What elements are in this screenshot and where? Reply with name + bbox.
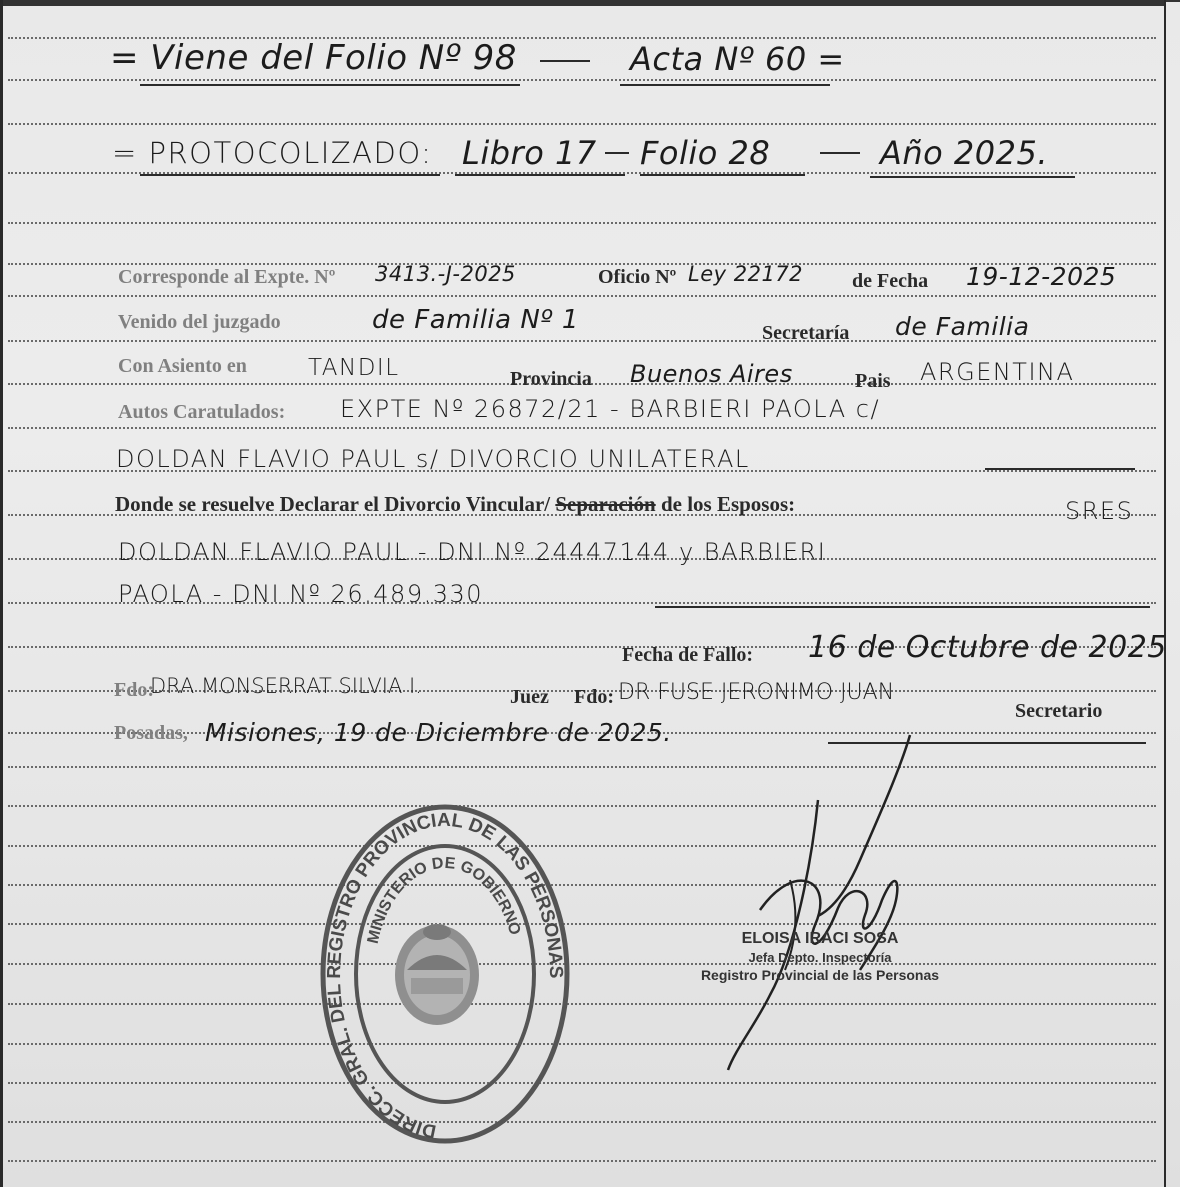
ruled-line: [8, 1003, 1156, 1005]
juez-value: DRA MONSERRAT SILVIA I.: [150, 674, 422, 698]
autos-value-line-1: EXPTE Nº 26872/21 - BARBIERI PAOLA c/: [340, 395, 881, 423]
underline-protocolizado: [140, 174, 440, 176]
fecha-fallo-value: 16 de Octubre de 2025: [808, 630, 1167, 665]
asiento-value: TANDIL: [308, 355, 400, 381]
juzgado-value: de Familia Nº 1: [372, 305, 579, 335]
secretaria-value: de Familia: [895, 312, 1030, 341]
oficio-label: Oficio Nº: [598, 266, 677, 288]
pais-label: Pais: [855, 370, 891, 392]
esposos-fill-line: [655, 606, 1150, 608]
autos-fill-line: [985, 468, 1135, 470]
ruled-line: [8, 1121, 1156, 1123]
viene-del-folio-text: = Viene del Folio Nº 98: [110, 38, 517, 78]
official-seal-stamp: [315, 800, 575, 1145]
frame-top-border: [0, 0, 1166, 6]
secretario-label: Secretario: [1015, 700, 1103, 722]
esposos-line-2: PAOLA - DNI Nº 26.489.330: [118, 580, 484, 608]
inspector-office: Registro Provincial de las Personas: [700, 967, 940, 983]
fecha-value: 19-12-2025: [966, 262, 1117, 291]
libro-text: Libro 17: [462, 134, 597, 172]
fecha-fallo-label: Fecha de Fallo:: [622, 644, 754, 666]
underline-folio: [640, 174, 805, 176]
ruled-line: [8, 805, 1156, 807]
secretario-value: DR FUSE JERONIMO JUAN: [618, 680, 895, 705]
fdo-label-1: Fdo:: [114, 679, 154, 701]
frame-left-border: [0, 0, 3, 1187]
inspector-role: Jefa Depto. Inspectoría: [748, 950, 892, 965]
asiento-label: Con Asiento en: [118, 355, 247, 377]
protocolizado-text: = PROTOCOLIZADO:: [112, 136, 433, 170]
coat-of-arms-icon: [395, 924, 479, 1025]
resuelve-suffix: de los Esposos:: [660, 492, 796, 516]
ruled-line: [8, 923, 1156, 925]
ruled-line: [8, 222, 1156, 224]
esposos-start: SRES: [1065, 497, 1134, 525]
ruled-line: [8, 123, 1156, 125]
esposos-line-1: DOLDAN FLAVIO PAUL - DNI Nº 24447144 y BARBIERI: [118, 538, 827, 566]
fdo-label-2: Fdo:: [574, 686, 614, 708]
seal-outer-text: DIRECC. GRAL. DEL REGISTRO PROVINCIAL DE LAS PERSONAS: [323, 809, 567, 1142]
secretaria-label: Secretaría: [762, 322, 850, 344]
ruled-line: [8, 295, 1156, 297]
fecha-label: de Fecha: [852, 270, 929, 292]
dash-separator-3: [820, 152, 860, 154]
separacion-struck: Separación: [555, 492, 656, 516]
ruled-line: [8, 766, 1156, 768]
corresponde-label: Corresponde al Expte. Nº: [118, 266, 336, 288]
autos-value-line-2: DOLDAN FLAVIO PAUL s/ DIVORCIO UNILATERAL: [116, 445, 750, 473]
handwritten-signature: [700, 730, 940, 1080]
frame-right-border: [1164, 0, 1166, 1187]
dash-separator-1: [540, 60, 590, 62]
anio-text: Año 2025.: [880, 134, 1049, 172]
pais-value: ARGENTINA: [920, 358, 1075, 386]
autos-label: Autos Caratulados:: [118, 401, 286, 423]
folio-text: Folio 28: [640, 134, 771, 172]
underline-libro: [455, 174, 625, 176]
oficio-value: Ley 22172: [688, 262, 804, 286]
dash-separator-2: [605, 152, 629, 154]
ruled-line: [8, 1160, 1156, 1162]
posadas-value: Misiones, 19 de Diciembre de 2025.: [205, 718, 672, 747]
underline-anio: [870, 176, 1075, 178]
seal-inner-text: MINISTERIO DE GOBIERNO: [364, 854, 524, 946]
ruled-line: [8, 1082, 1156, 1084]
inspector-name: ELOISA IRACI SOSA: [741, 930, 899, 947]
juez-label: Juez: [510, 686, 549, 708]
underline-acta: [620, 84, 830, 86]
resuelve-prefix: Donde se resuelve Declarar el Divorcio Vincular/: [115, 492, 551, 516]
provincia-value: Buenos Aires: [630, 360, 793, 388]
resuelve-text: [115, 492, 795, 517]
provincia-label: Provincia: [510, 368, 592, 390]
venido-label: Venido del juzgado: [118, 311, 281, 333]
acta-number-text: Acta Nº 60 =: [630, 40, 845, 78]
underline-viene: [140, 84, 520, 86]
ruled-line: [8, 884, 1156, 886]
expte-value: 3413.-J-2025: [375, 262, 516, 286]
inspector-stamp: [655, 930, 985, 983]
ruled-line: [8, 845, 1156, 847]
posadas-label: Posadas,: [114, 722, 188, 744]
ruled-line: [8, 427, 1156, 429]
frame-top-border-end: [1166, 0, 1180, 2]
ruled-line: [8, 1043, 1156, 1045]
ruled-line: [8, 79, 1156, 81]
